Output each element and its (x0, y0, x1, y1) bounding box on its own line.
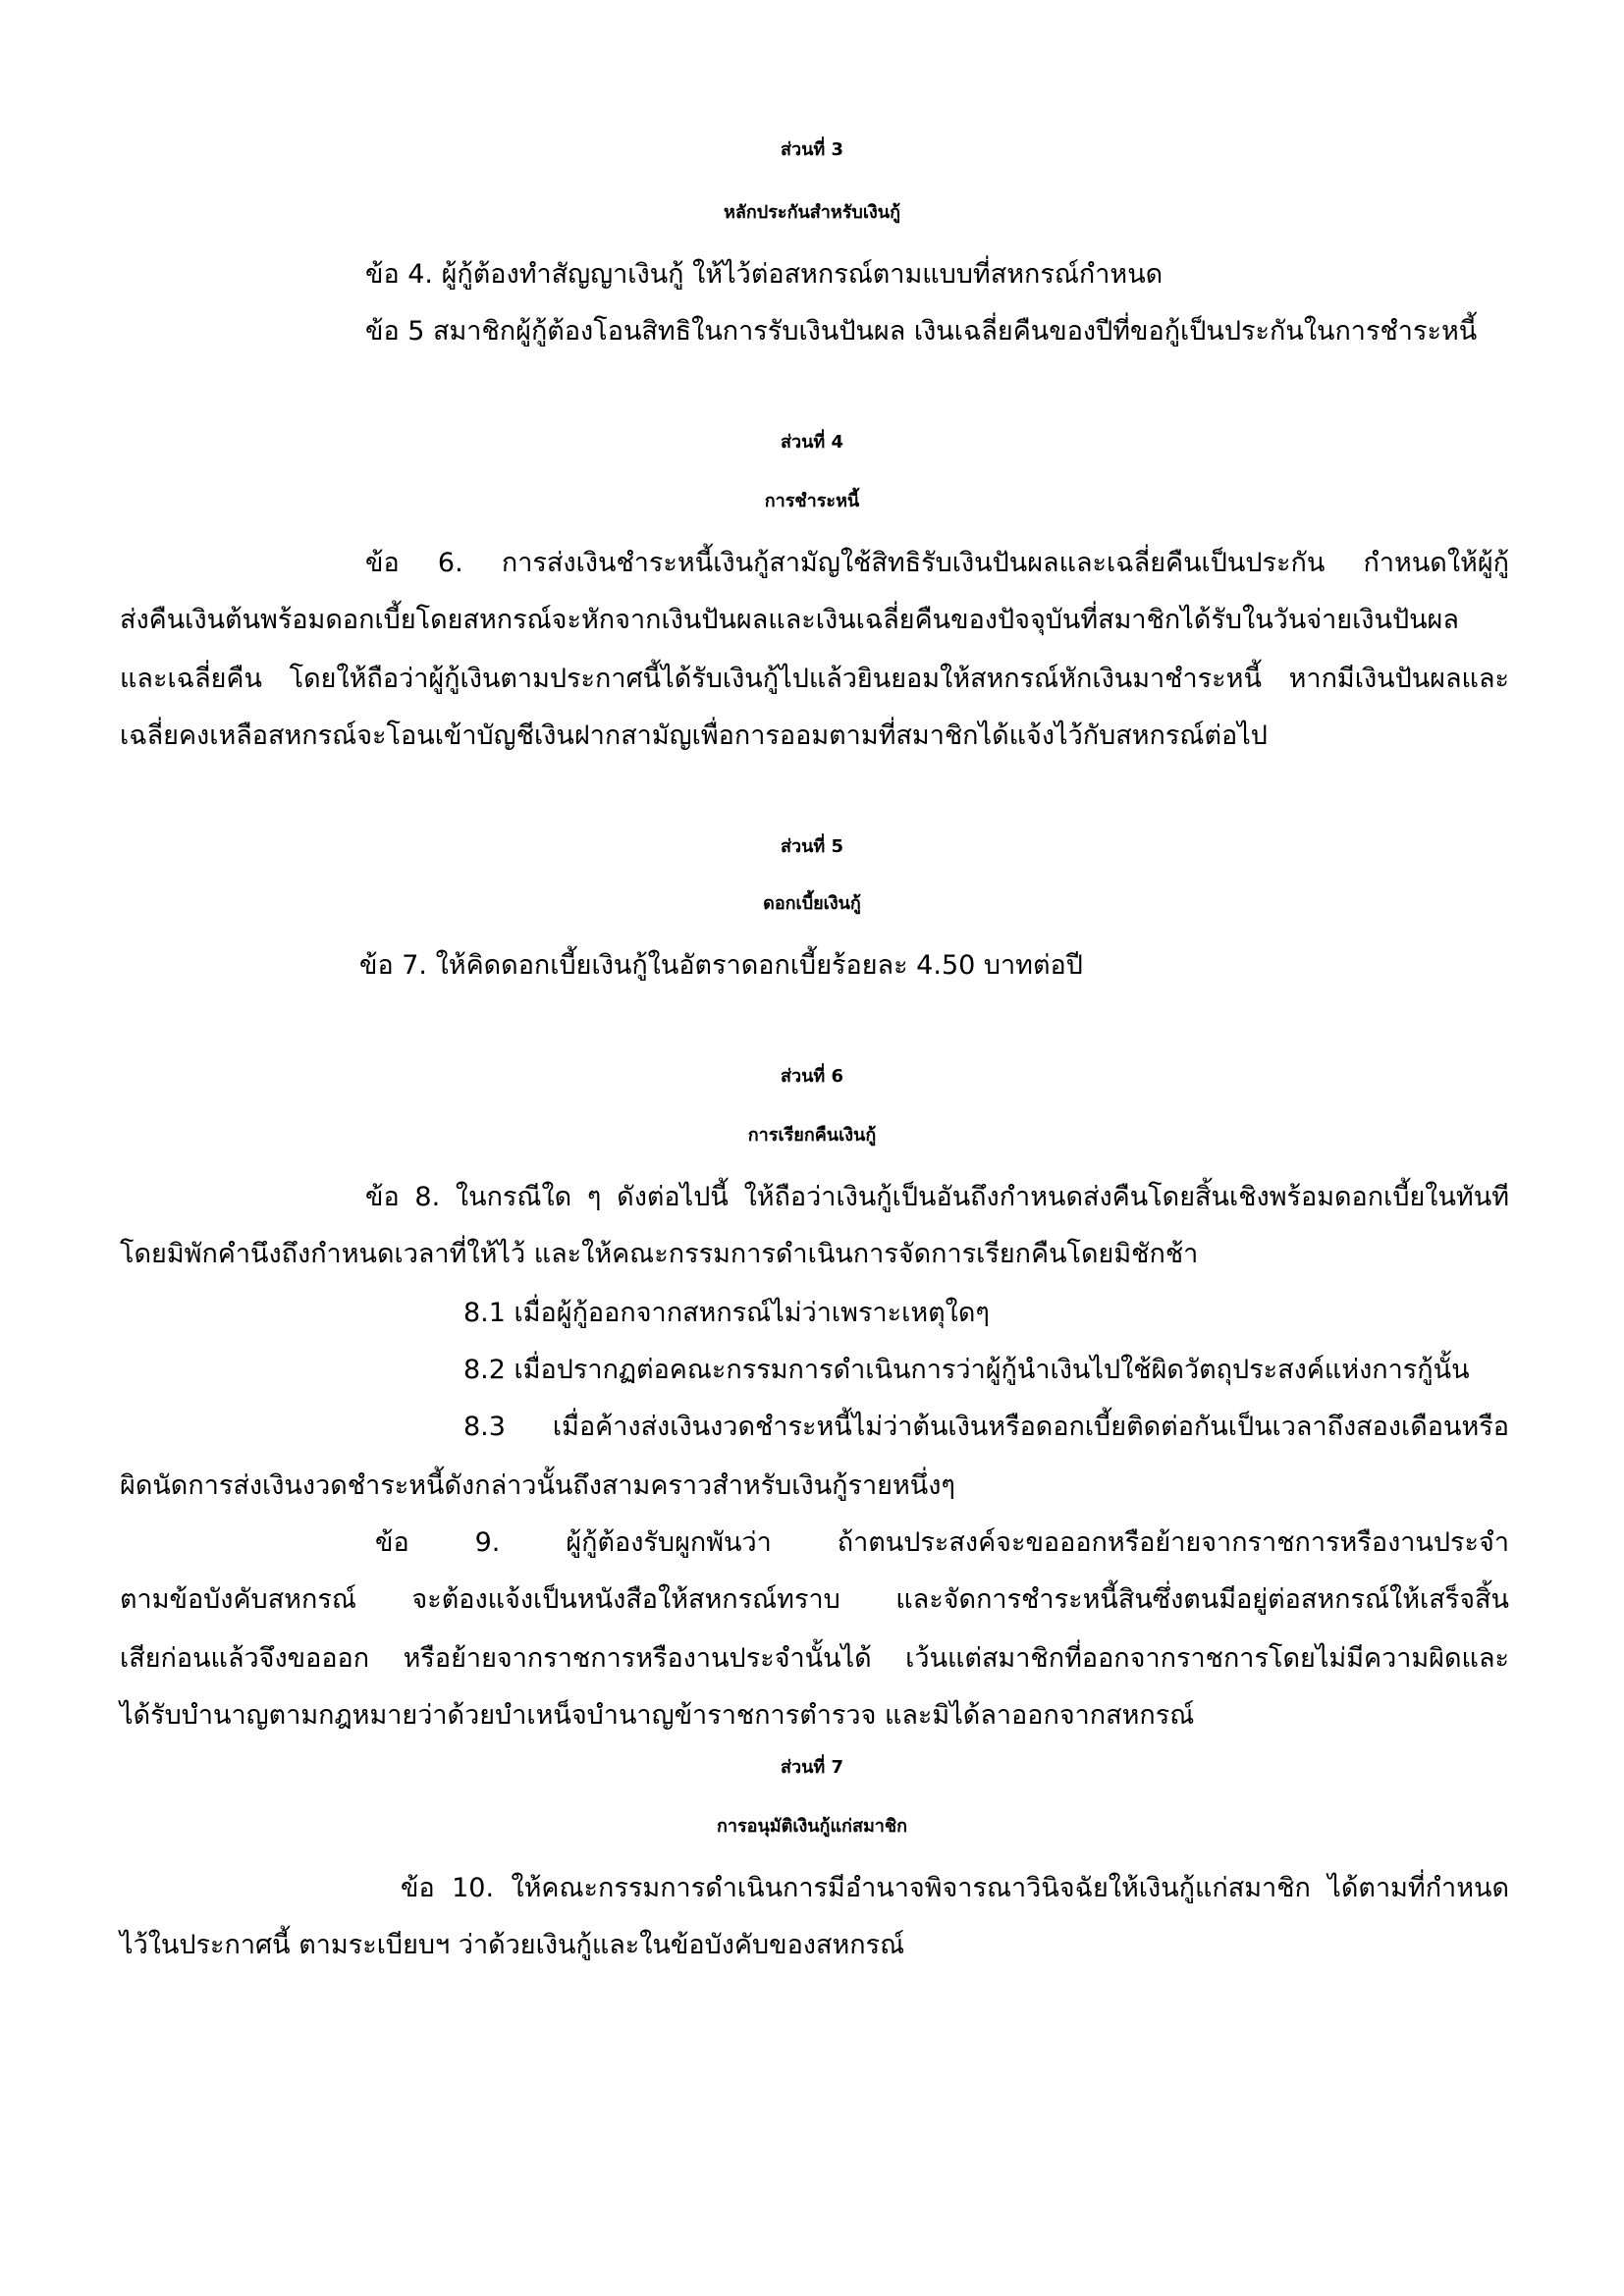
clause-6-line-3: และเฉลี่ยคืน โดยให้ถือว่าผู้กู้เงินตามประกาศนี้ได้รับเงินกู้ไปแล้วยินยอมให้สหกรณ์หักเงินมาชำระหนี้ หากมีเงินปันผลและ (120, 664, 1509, 694)
section-6-heading: ส่วนที่ 6 (780, 1066, 844, 1087)
clause-7: ข้อ 7. ให้คิดดอกเบี้ยเงินกู้ในอัตราดอกเบี้ยร้อยละ 4.50 บาทต่อปี (359, 950, 1083, 981)
clause-8-line-2: โดยมิพักคำนึงถึงกำหนดเวลาที่ให้ไว้ และให้คณะกรรมการดำเนินการจัดการเรียกคืนโดยมิชักช้า (120, 1239, 1199, 1269)
clause-9-line-1: ข้อ 9. ผู้กู้ต้องรับผูกพันว่า ถ้าตนประสงค์จะขอออกหรือย้ายจากราชการหรืองานประจำ (375, 1527, 1509, 1558)
section-5-heading: ส่วนที่ 5 (780, 836, 844, 857)
clause-6-line-4: เฉลี่ยคงเหลือสหกรณ์จะโอนเข้าบัญชีเงินฝากสามัญเพื่อการออมตามที่สมาชิกได้แจ้งไว้กับสหกรณ์ต่อไป (120, 721, 1268, 751)
clause-9-line-4: ได้รับบำนาญตามกฎหมายว่าด้วยบำเหน็จบำนาญข้าราชการตำรวจ และมิได้ลาออกจากสหกรณ์ (120, 1700, 1195, 1731)
clause-9-line-3: เสียก่อนแล้วจึงขอออก หรือย้ายจากราชการหรืองานประจำนั้นได้ เว้นแต่สมาชิกที่ออกจากราชการโดยไม่มีความผิดและ (120, 1643, 1509, 1674)
section-7-title: การอนุมัติเงินกู้แก่สมาชิก (716, 1816, 908, 1837)
section-3-title: หลักประกันสำหรับเงินกู้ (724, 202, 900, 223)
clause-6-line-2: ส่งคืนเงินต้นพร้อมดอกเบี้ยโดยสหกรณ์จะหักจากเงินปันผลและเงินเฉลี่ยคืนของปัจจุบันที่สมาชิกได้รับในวันจ่ายเงินปันผล (120, 605, 1459, 635)
section-4-title: การชำระหนี้ (764, 491, 860, 511)
clause-10-line-1: ข้อ 10. ให้คณะกรรมการดำเนินการมีอำนาจพิจารณาวินิจฉัยให้เงินกู้แก่สมาชิก ได้ตามที่กำหนด (401, 1873, 1509, 1903)
clause-6-line-1: ข้อ 6. การส่งเงินชำระหนี้เงินกู้สามัญใช้สิทธิรับเงินปันผลและเฉลี่ยคืนเป็นประกัน กำหนดให้ผู้กู้ (365, 548, 1509, 578)
clause-8-2: 8.2 เมื่อปรากฏต่อคณะกรรมการดำเนินการว่าผู้กู้นำเงินไปใช้ผิดวัตถุประสงค์แห่งการกู้นั้น (463, 1355, 1470, 1385)
section-6-title: การเรียกคืนเงินกู้ (747, 1125, 877, 1146)
clause-9-line-2: ตามข้อบังคับสหกรณ์ จะต้องแจ้งเป็นหนังสือให้สหกรณ์ทราบ และจัดการชำระหนี้สินซึ่งตนมีอยู่ต่อสหกรณ์ให้เสร็จสิ้น (120, 1584, 1509, 1615)
clause-5: ข้อ 5 สมาชิกผู้กู้ต้องโอนสิทธิในการรับเงินปันผล เงินเฉลี่ยคืนของปีที่ขอกู้เป็นประกันในการชำระหนี้ (365, 316, 1478, 347)
clause-10-line-2: ไว้ในประกาศนี้ ตามระเบียบฯ ว่าด้วยเงินกู้และในข้อบังคับของสหกรณ์ (120, 1930, 905, 1960)
section-3-heading: ส่วนที่ 3 (780, 139, 844, 160)
clause-4: ข้อ 4. ผู้กู้ต้องทำสัญญาเงินกู้ ให้ไว้ต่อสหกรณ์ตามแบบที่สหกรณ์กำหนด (365, 259, 1164, 290)
clause-8-line-1: ข้อ 8. ในกรณีใด ๆ ดังต่อไปนี้ ให้ถือว่าเงินกู้เป็นอันถึงกำหนดส่งคืนโดยสิ้นเชิงพร้อมดอกเบี้ยในทันที (365, 1182, 1509, 1212)
clause-8-3-line-2: ผิดนัดการส่งเงินงวดชำระหนี้ดังกล่าวนั้นถึงสามคราวสำหรับเงินกู้รายหนึ่งๆ (120, 1470, 955, 1501)
section-7-heading: ส่วนที่ 7 (780, 1757, 844, 1778)
section-5-title: ดอกเบี้ยเงินกู้ (763, 893, 861, 914)
clause-8-3-line-1: 8.3 เมื่อค้างส่งเงินงวดชำระหนี้ไม่ว่าต้นเงินหรือดอกเบี้ยติดต่อกันเป็นเวลาถึงสองเดือนหรือ (463, 1412, 1509, 1442)
section-4-heading: ส่วนที่ 4 (780, 432, 844, 453)
clause-8-1: 8.1 เมื่อผู้กู้ออกจากสหกรณ์ไม่ว่าเพราะเหตุใดๆ (463, 1298, 990, 1328)
